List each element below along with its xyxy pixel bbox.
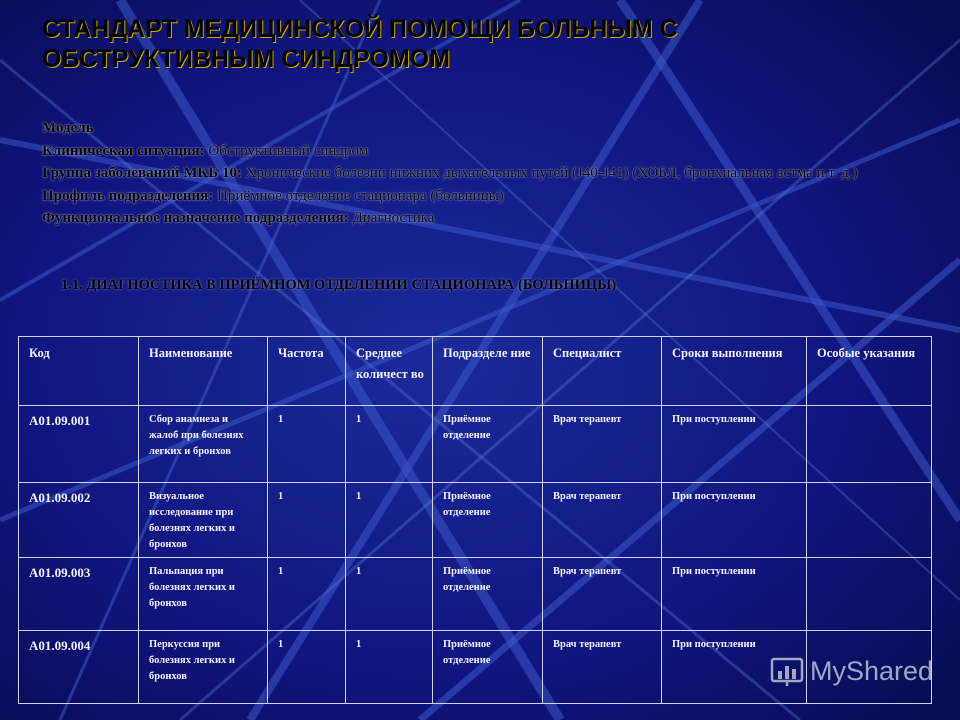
cell-department: Приёмное отделение bbox=[433, 631, 543, 704]
header-average-quantity: Среднее количест во bbox=[346, 337, 433, 406]
cell-timing: При поступлении bbox=[662, 406, 807, 483]
diagnostics-table bbox=[18, 336, 932, 704]
page-title bbox=[42, 14, 922, 74]
cell-timing: При поступлении bbox=[662, 631, 807, 704]
cell-department: Приёмное отделение bbox=[433, 483, 543, 558]
standard-metadata bbox=[42, 117, 892, 230]
cell-specialist: Врач терапевт bbox=[543, 631, 662, 704]
table-row bbox=[19, 558, 932, 631]
cell-timing: При поступлении bbox=[662, 483, 807, 558]
myshared-watermark bbox=[770, 656, 933, 687]
cell-frequency: 1 bbox=[268, 631, 346, 704]
cell-name: Пальпация при болезнях легких и бронхов bbox=[139, 558, 268, 631]
cell-frequency: 1 bbox=[268, 558, 346, 631]
icd-value: Хронические болезни нижних дыхательных путей (J40-J41) (ХОБЛ, бронхиальная астма и т. д.) bbox=[245, 165, 858, 181]
function-label: Функциональное назначение подразделения: bbox=[42, 210, 349, 226]
table-row bbox=[19, 406, 932, 483]
cell-frequency: 1 bbox=[268, 483, 346, 558]
cell-specialist: Врач терапевт bbox=[543, 558, 662, 631]
header-name: Наименование bbox=[139, 337, 268, 406]
cell-name: Перкуссия при болезнях легких и бронхов bbox=[139, 631, 268, 704]
header-timing: Сроки выполнения bbox=[662, 337, 807, 406]
cell-frequency: 1 bbox=[268, 406, 346, 483]
header-department: Подразделе ние bbox=[433, 337, 543, 406]
cell-code: A01.09.002 bbox=[19, 483, 139, 558]
header-frequency: Частота bbox=[268, 337, 346, 406]
header-specialist: Специалист bbox=[543, 337, 662, 406]
cell-notes bbox=[807, 406, 932, 483]
cell-name: Визуальное исследование при болезнях легких и бронхов bbox=[139, 483, 268, 558]
clinical-label: Клиническая ситуация: bbox=[42, 142, 205, 159]
cell-average-quantity: 1 bbox=[346, 406, 433, 483]
cell-specialist: Врач терапевт bbox=[543, 483, 662, 558]
cell-department: Приёмное отделение bbox=[433, 406, 543, 483]
cell-notes bbox=[807, 483, 932, 558]
section-title: 1.1. ДИАГНОСТИКА В ПРИЁМНОМ ОТДЕЛЕНИИ СТАЦИОНАРА (БОЛЬНИЦЫ) bbox=[61, 277, 617, 293]
cell-notes bbox=[807, 558, 932, 631]
profile-value: Приёмное отделение стационара (больницы) bbox=[217, 187, 504, 204]
header-code: Код bbox=[19, 337, 139, 406]
header-notes: Особые указания bbox=[807, 337, 932, 406]
title-line-1: СТАНДАРТ МЕДИЦИНСКОЙ ПОМОЩИ БОЛЬНЫМ С bbox=[42, 15, 678, 43]
icd-label: Группа заболеваний МКБ 10: bbox=[42, 165, 242, 181]
cell-code: A01.09.001 bbox=[19, 406, 139, 483]
cell-code: A01.09.004 bbox=[19, 631, 139, 704]
clinical-value: Обструктивный синдром bbox=[208, 142, 369, 159]
cell-specialist: Врач терапевт bbox=[543, 406, 662, 483]
table-header-row bbox=[19, 337, 932, 406]
cell-average-quantity: 1 bbox=[346, 483, 433, 558]
cell-department: Приёмное отделение bbox=[433, 558, 543, 631]
watermark-text: MyShared bbox=[810, 656, 934, 686]
cell-name: Сбор анамнеза и жалоб при болезнях легких и бронхов bbox=[139, 406, 268, 483]
model-label: Модель bbox=[42, 120, 94, 136]
chart-podium-icon bbox=[770, 657, 804, 687]
cell-average-quantity: 1 bbox=[346, 631, 433, 704]
profile-label: Профиль подразделения: bbox=[42, 187, 214, 204]
cell-code: A01.09.003 bbox=[19, 558, 139, 631]
cell-average-quantity: 1 bbox=[346, 558, 433, 631]
cell-timing: При поступлении bbox=[662, 558, 807, 631]
table-row bbox=[19, 483, 932, 558]
title-line-2: ОБСТРУКТИВНЫМ СИНДРОМОМ bbox=[42, 45, 450, 73]
function-value: Диагностика bbox=[352, 210, 435, 226]
